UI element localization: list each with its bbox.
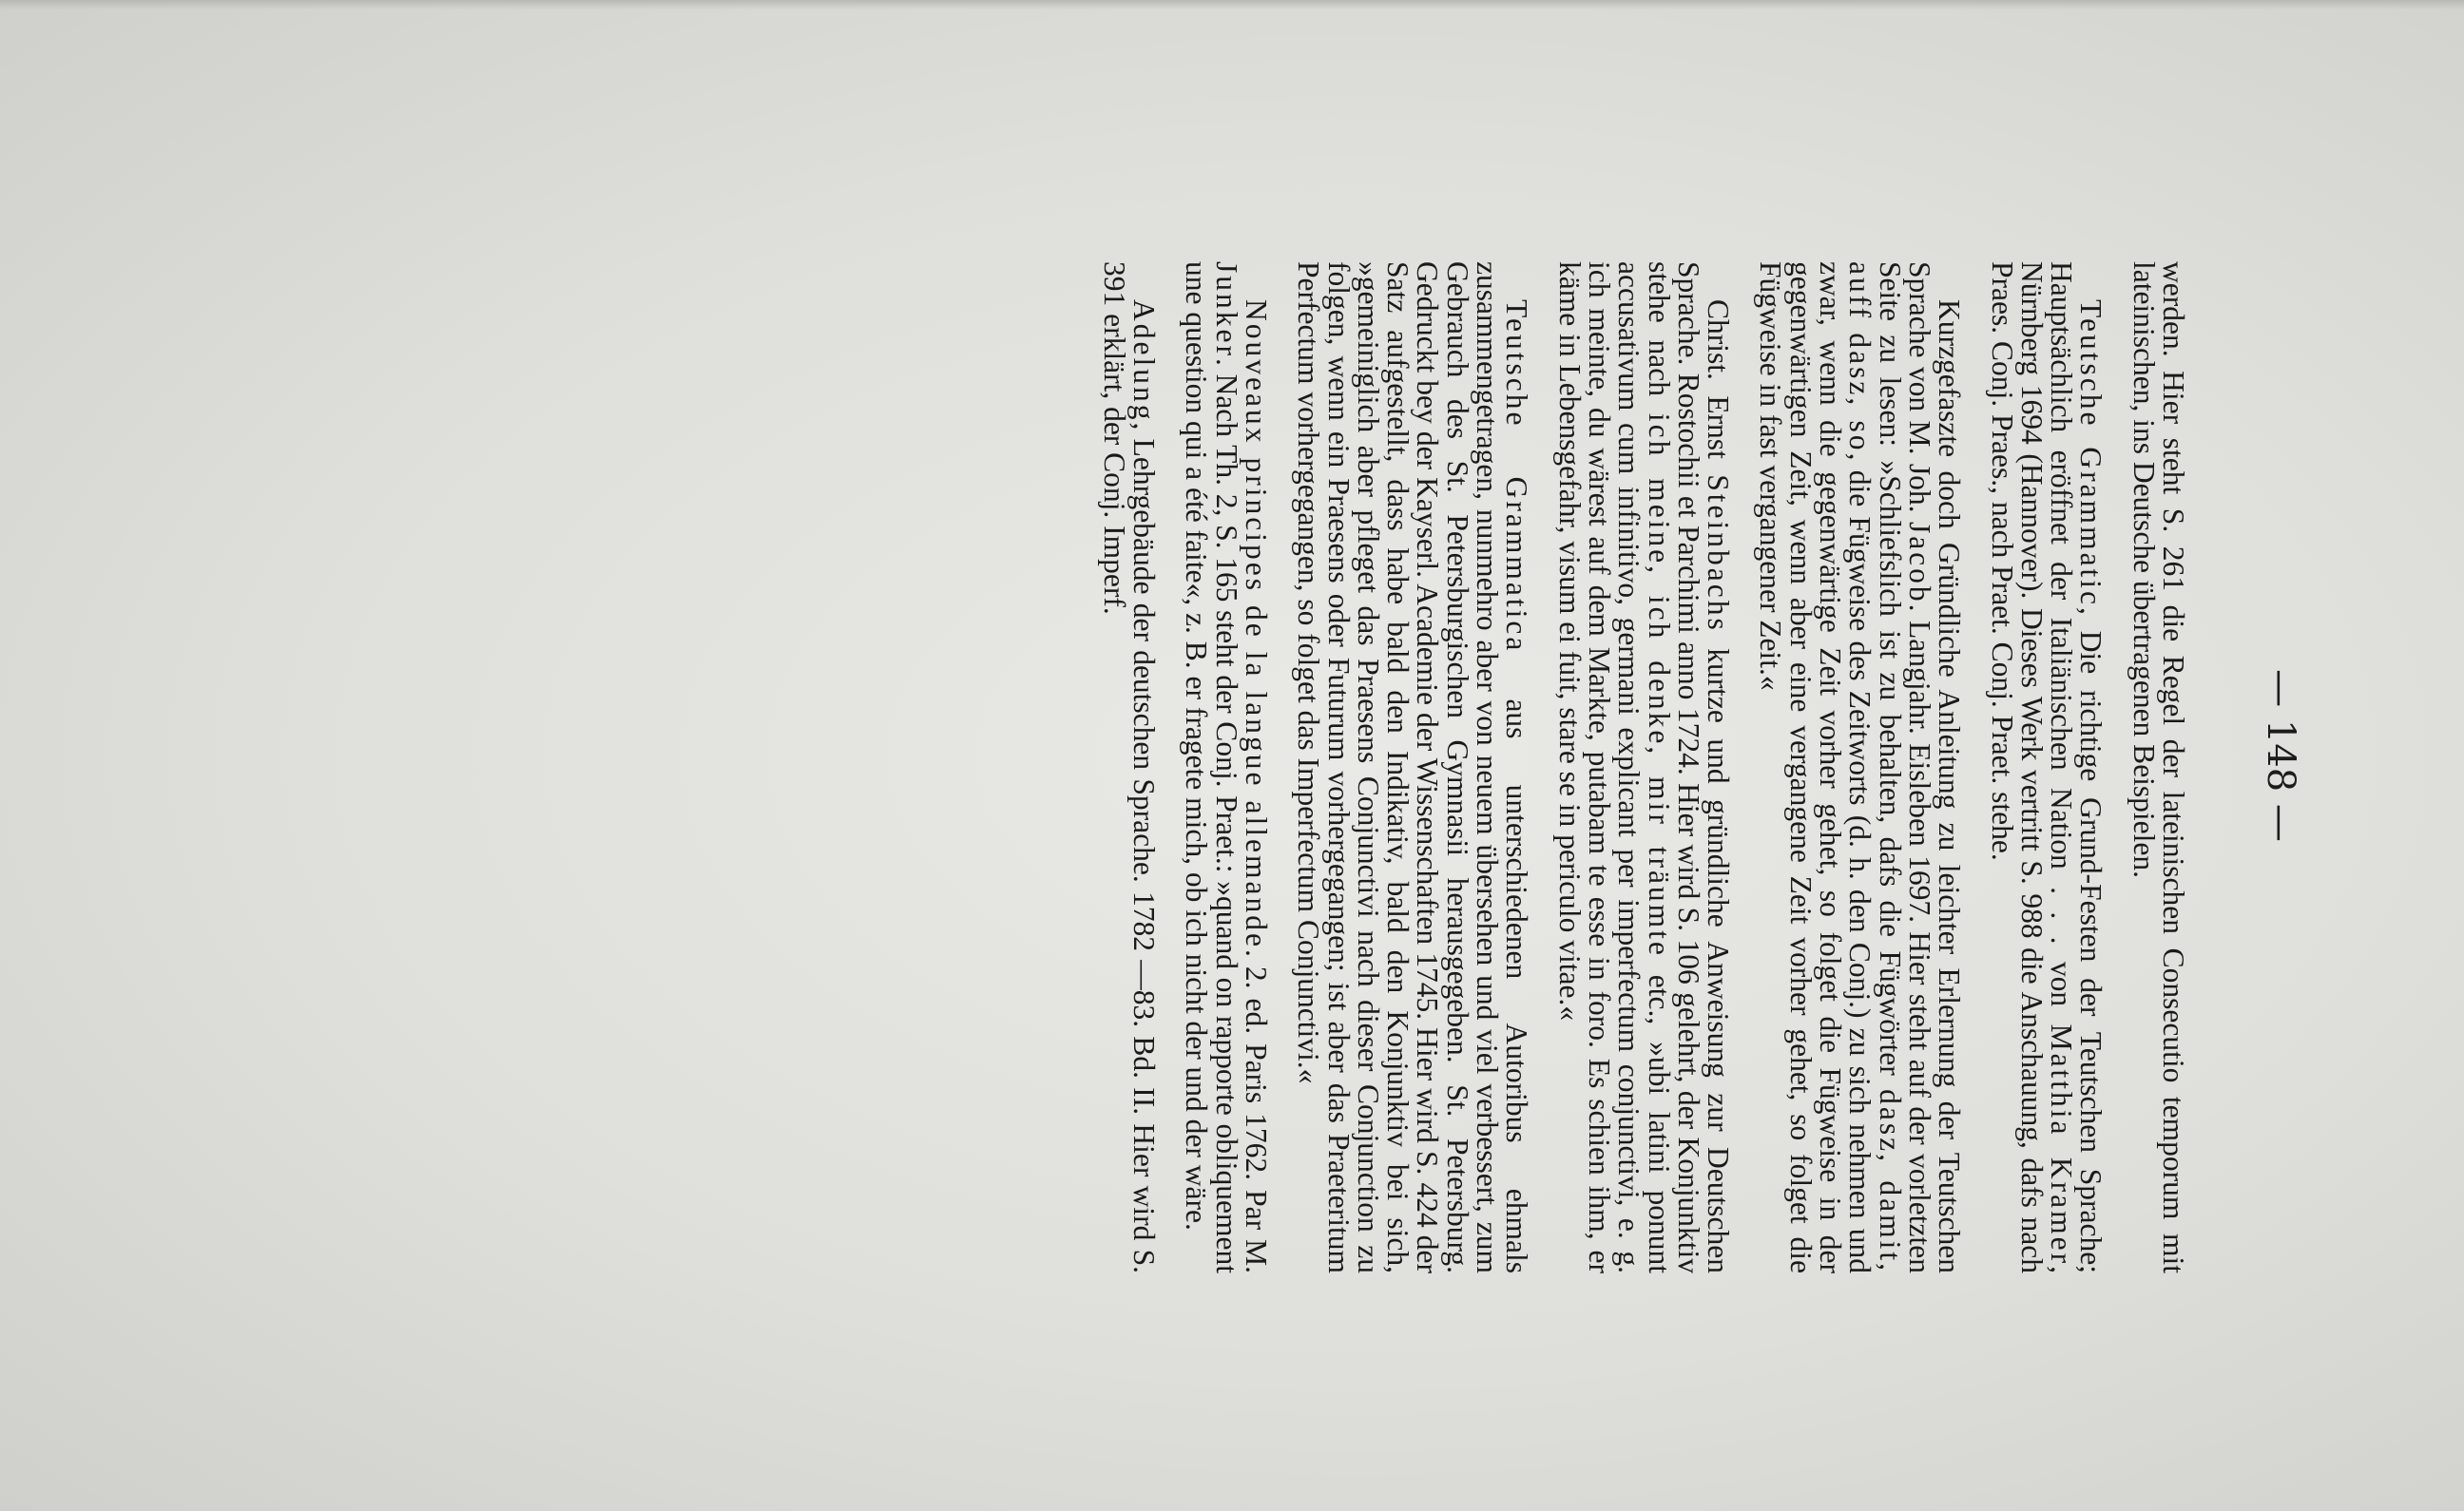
paragraph bbox=[1292, 261, 1534, 1273]
text-run: , Die richtige Grund-Festen der Teutschen Sprache; Hauptsächlich eröffnet der Italiänischen Nation . . . von bbox=[2045, 261, 2108, 1273]
paragraph bbox=[1754, 261, 1967, 1273]
paragraph bbox=[1987, 261, 2106, 1273]
text-run: aus unterschiedenen Autoribus ehmals zusammengetragen, nunmehro aber von neuem übersehen und viel verbessert, zum Gebrauch des St. Petersburgischen Gymnasii herausgegeben. St. Petersburg. Gedruckt bey der Kayserl. Academie der Wissenschaften 1745. Hier wird S. 424 der Satz aufgestellt, dass habe bald den Indikativ, bald den Konjunktiv bei sich, »gemeiniglich aber pfleget das Praesens Conjunctivi nach dieser Conjunction zu folgen, wenn ein Praesens oder Futurum vorhergegangen; ist aber das Praeteritum Perfectum vorhergegangen, so folget das Imperfectum Conjunctivi.« bbox=[1292, 261, 1534, 1273]
page-number: — 148 — bbox=[2259, 669, 2302, 842]
text-run: Kurzgefaszte doch Gründliche Anleitung zu leichter Erlernung der Teutschen Sprache von M. Joh. bbox=[1902, 261, 1967, 1273]
text-run: . 2. ed. Paris 1762. Par M. bbox=[1239, 948, 1273, 1273]
body-text bbox=[1077, 261, 2189, 1273]
text-run: , Lehrgebäude der deutschen Sprache. 1782 —83. Bd. II. Hier wird S. 391 erklärt, der Conj. Imperf. bbox=[1097, 261, 1162, 1273]
text-run: etc., »ubi latini ponunt accusativum cum infinitivo, germani explicant per imperfectum conjunctivi, e. g. ich meinte, du wärest auf dem Markte, putabam te esse in foro. Es schien ihm, er käme in Lebensgefahr, visum ei fuit, stare se in periculo vitae.« bbox=[1552, 261, 1676, 1273]
text-run: kurtze und gründliche Anweisung zur Deutschen Sprache. Rostochii et Parchimi anno 1724. Hier wird S. 106 gelehrt, der Konjunktiv stehe nach bbox=[1642, 261, 1736, 1273]
spaced-emphasis-text: Steinbachs bbox=[1702, 474, 1736, 633]
text-run: Christ. Ernst bbox=[1702, 299, 1736, 475]
paragraph bbox=[1182, 261, 1271, 1273]
paragraph bbox=[2128, 261, 2188, 1273]
text-run: , die Fügweise des Zeitworts (d. h. den Conj.) zu sich nehmen und zwar, wenn die gegenwärtige Zeit vorher gehet, so folget die Fügweise in der gegenwärtigen Zeit, wenn aber eine vergangene Zeit vorher gehet, so folget die Fügweise in fast vergangener Zeit.« bbox=[1754, 261, 1877, 1273]
text-run: . Langjahr. Eisleben 1697. Hier steht auf der vorletzten Seite zu lesen: »Schliefslich ist zu behalten, dafs die Fügwörter bbox=[1873, 261, 1936, 1273]
spaced-emphasis-text: ich meine, ich denke, mir träumte bbox=[1642, 412, 1676, 958]
spaced-emphasis-text: Teutsche Grammatica bbox=[1500, 299, 1534, 654]
spaced-emphasis-text: Matthia Kramer bbox=[2045, 1023, 2079, 1267]
spaced-emphasis-text: Adelung bbox=[1127, 299, 1162, 423]
text-run: , Nürnberg 1694 (Hannover). Dieses Werk vertritt S. 988 die Anschauung, dafs nach Praes. Conj. Praes., nach Praet. Conj. Praet. stehe. bbox=[1985, 261, 2079, 1273]
text-run: werden. Hier steht S. 261 die Regel der lateinischen Consecutio temporum mit lateinischen, ins Deutsche übertragenen Beispielen. bbox=[2127, 261, 2190, 1273]
spaced-emphasis-text: Junker bbox=[1209, 261, 1243, 358]
spaced-emphasis-text: dasz, damit, auff dasz, so bbox=[1843, 261, 1907, 1273]
paragraph bbox=[1097, 261, 1162, 1273]
spaced-emphasis-text: Jacob bbox=[1902, 521, 1936, 604]
spaced-emphasis-text: Teutsche Grammatic bbox=[2074, 299, 2108, 608]
text-run: . Nach Th. 2, S. 165 steht der Conj. Praet.: »quand on rapporte obliquement une question qui a été faite«, z. B. er fragete mich, ob ich nicht der und der wäre. bbox=[1180, 261, 1243, 1273]
paragraph bbox=[1552, 261, 1736, 1273]
spaced-emphasis-text: Nouveaux principes de la langue allemande bbox=[1239, 299, 1273, 949]
